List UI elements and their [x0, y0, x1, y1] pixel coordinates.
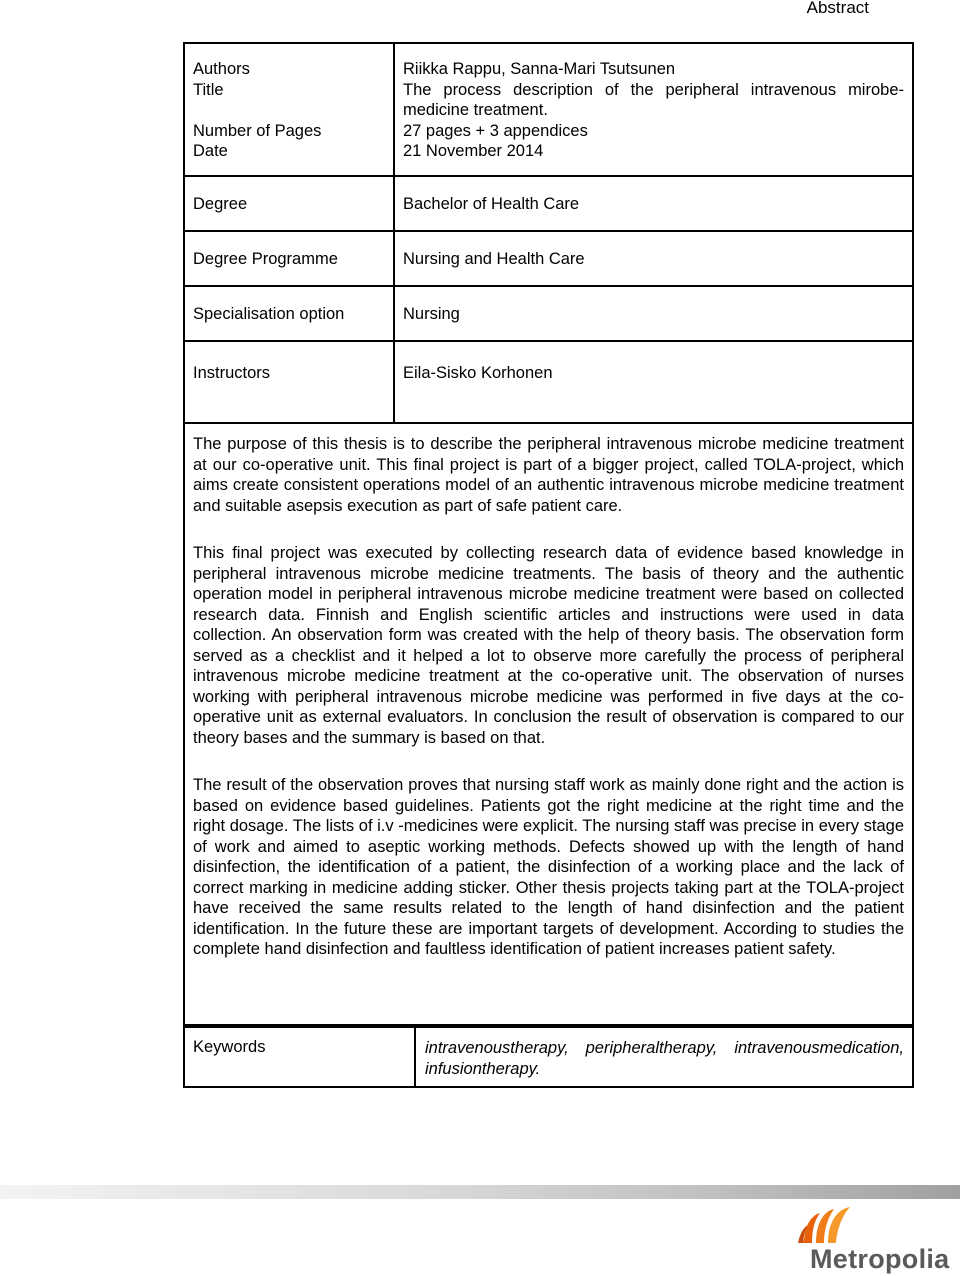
abstract-paragraph-1: The purpose of this thesis is to describe the peripheral intravenous microbe medicine treatment at our co-operative unit. This final project is part of a bigger project, called TOLA-project, which aims create consistent operations model of an authentic intravenous microbe medicine treatment and suitable asepsis execution as part of safe patient care.	[193, 435, 904, 515]
abstract-paragraph-3: The result of the observation proves that nursing staff work as mainly done right and the action is based on evidence based guidelines. Patients got the right medicine at the right time and the right dosage. The lists of i.v -medicines were explicit. The nursing staff was precise in every stage of work and aimed to aseptic working methods. Defects showed up with the length of hand disinfection, the identification of a patient, the disinfection of a working place and the lack of correct marking in medicine adding sticker. Other thesis projects taking part at the TOLA-project have received the same results related to the length of hand disinfection and the patient identification. In the future these are important targets of development. According to studies the complete hand disinfection and faultless identification of patient increases patient safety.	[193, 776, 904, 958]
keywords-label: Keywords	[193, 1038, 266, 1056]
pages-value: 27 pages + 3 appendices	[403, 121, 588, 140]
instructors-label: Instructors	[193, 364, 271, 382]
row-divider	[185, 175, 912, 177]
row-divider	[185, 422, 912, 424]
column-divider	[393, 44, 395, 422]
title-label: Title	[193, 80, 224, 99]
abstract-frame	[183, 42, 914, 1026]
row-divider	[185, 230, 912, 232]
specialisation-label: Specialisation option	[193, 305, 345, 323]
row-divider	[185, 285, 912, 287]
programme-label: Degree Programme	[193, 250, 338, 268]
row-divider	[185, 340, 912, 342]
date-label: Date	[193, 142, 228, 160]
pages-label: Number of Pages	[193, 121, 322, 140]
keywords-box	[183, 1026, 914, 1088]
logo-wordmark: Metropolia	[810, 1244, 950, 1274]
title-value: The process description of the peripheral intravenous mirobe-medicine treatment.	[403, 80, 904, 119]
specialisation-value: Nursing	[403, 305, 460, 323]
page-header-label: Abstract	[806, 0, 869, 17]
keywords-value: intravenoustherapy, peripheraltherapy, intravenousmedication, infusiontherapy.	[425, 1039, 904, 1078]
authors-value: Riikka Rappu, Sanna-Mari Tsutsunen	[403, 60, 676, 78]
keywords-divider	[414, 1028, 416, 1086]
abstract-body	[193, 434, 904, 987]
date-value: 21 November 2014	[403, 142, 544, 160]
footer-bar	[0, 1185, 960, 1199]
instructors-value: Eila-Sisko Korhonen	[403, 364, 553, 382]
abstract-paragraph-2: This final project was executed by collecting research data of evidence based knowledge in peripheral intravenous microbe medicine treatments. The basis of theory and the authentic operation model in peripheral intravenous microbe medicine treatment were based on collected research data. Finnish and English scientific articles and instructions were used in data collection. An observation form was created with the help of theory basis. The observation form served as a checklist and it helped a lot to observe more carefully the process of peripheral intravenous microbe medicine treatment at the co-operative unit. The observation of nurses working with peripheral intravenous microbe medicine was performed in five days at the co-operative unit as external evaluators. In conclusion the result of observation is compared to our theory bases and the summary is based on that.	[193, 544, 904, 747]
degree-label: Degree	[193, 195, 248, 213]
degree-value: Bachelor of Health Care	[403, 195, 580, 213]
programme-value: Nursing and Health Care	[403, 250, 585, 268]
authors-label: Authors	[193, 60, 250, 78]
